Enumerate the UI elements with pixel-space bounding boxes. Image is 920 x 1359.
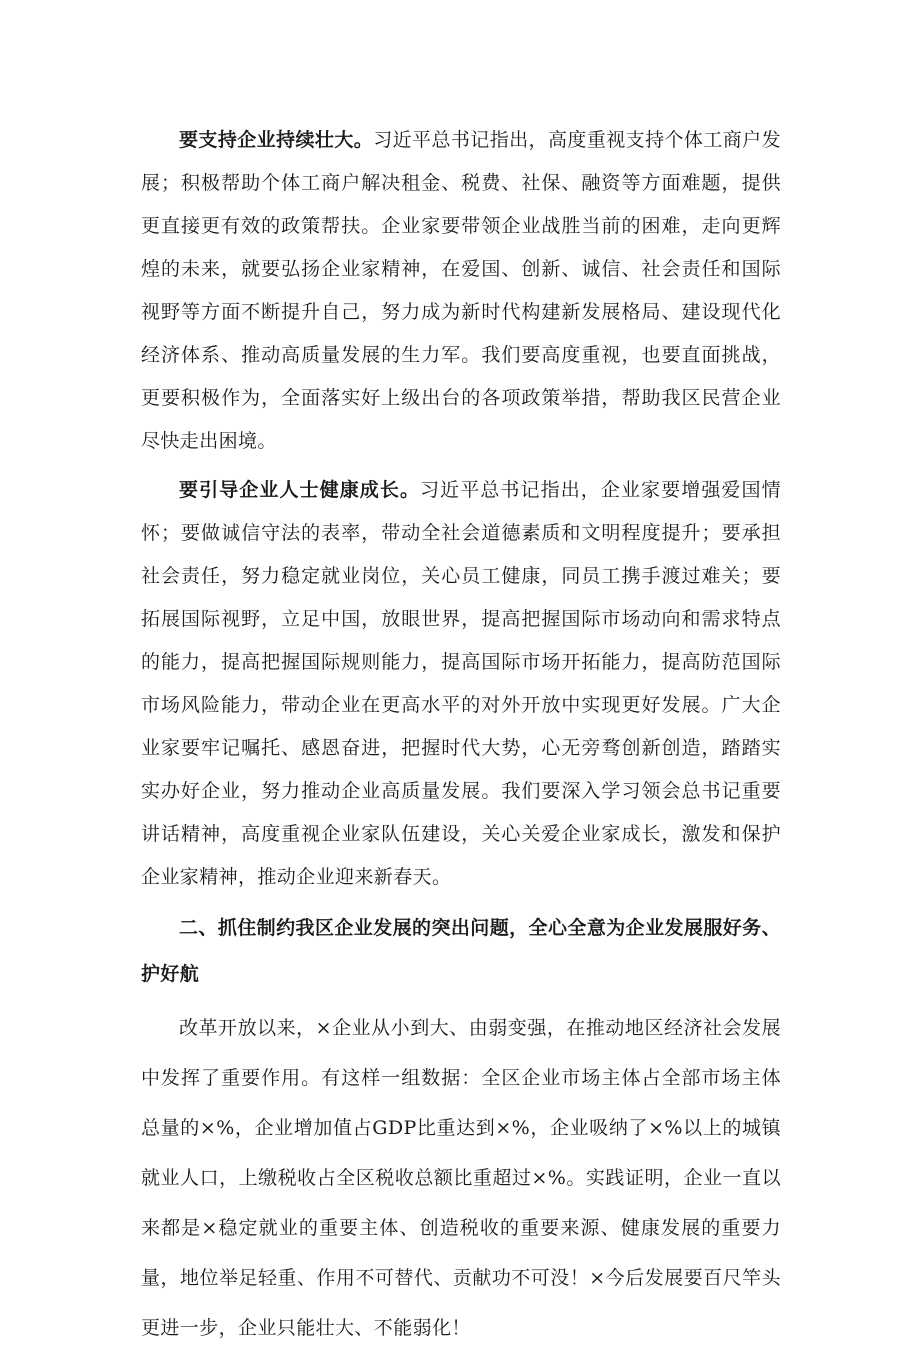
paragraph-reform-opening: 改革开放以来，×企业从小到大、由弱变强，在推动地区经济社会发展中发挥了重要作用。有这样一组数据：全区企业市场主体占全部市场主体总量的×%，企业增加值占GDP比重达到×%，企业吸纳了×%以上的城镇就业人口，上缴税收占全区税收总额比重超过×%。实践证明，企业一直以来都是×稳定就业的重要主体、创造税收的重要来源、健康发展的重要力量，地位举足轻重、作用不可替代、贡献功不可没！×今后发展要百尺竿头更进一步，企业只能壮大、不能弱化！ bbox=[141, 1017, 781, 1339]
document-body bbox=[141, 119, 781, 1359]
paragraph-text: 习近平总书记指出，高度重视支持个体工商户发展；积极帮助个体工商户解决租金、税费、社保、融资等方面难题，提供更直接更有效的政策帮扶。企业家要带领企业战胜当前的困难，走向更辉煌的未来，就要弘扬企业家精神，在爱国、创新、诚信、社会责任和国际视野等方面不断提升自己，努力成为新时代构建新发展格局、建设现代化经济体系、推动高质量发展的生力军。我们要高度重视，也要直面挑战，更要积极作为，全面落实好上级出台的各项政策举措，帮助我区民营企业尽快走出困境。 bbox=[141, 129, 781, 452]
section-heading: 二、抓住制约我区企业发展的突出问题，全心全意为企业发展服好务、护好航 bbox=[141, 917, 781, 985]
paragraph-guide-entrepreneurs bbox=[141, 469, 781, 899]
paragraph-support-enterprise bbox=[141, 119, 781, 463]
paragraph-text: 习近平总书记指出，企业家要增强爱国情怀；要做诚信守法的表率，带动全社会道德素质和文明程度提升；要承担社会责任，努力稳定就业岗位，关心员工健康，同员工携手渡过难关；要拓展国际视野，立足中国，放眼世界，提高把握国际市场动向和需求特点的能力，提高把握国际规则能力，提高国际市场开拓能力，提高防范国际市场风险能力，带动企业在更高水平的对外开放中实现更好发展。广大企业家要牢记嘱托、感恩奋进，把握时代大势，心无旁骛创新创造，踏踏实实办好企业，努力推动企业高质量发展。我们要深入学习领会总书记重要讲话精神，高度重视企业家队伍建设，关心关爱企业家成长，激发和保护企业家精神，推动企业迎来新春天。 bbox=[141, 479, 781, 888]
paragraph-lead: 要引导企业人士健康成长。 bbox=[179, 479, 421, 501]
paragraph-lead: 要支持企业持续壮大。 bbox=[179, 129, 374, 151]
